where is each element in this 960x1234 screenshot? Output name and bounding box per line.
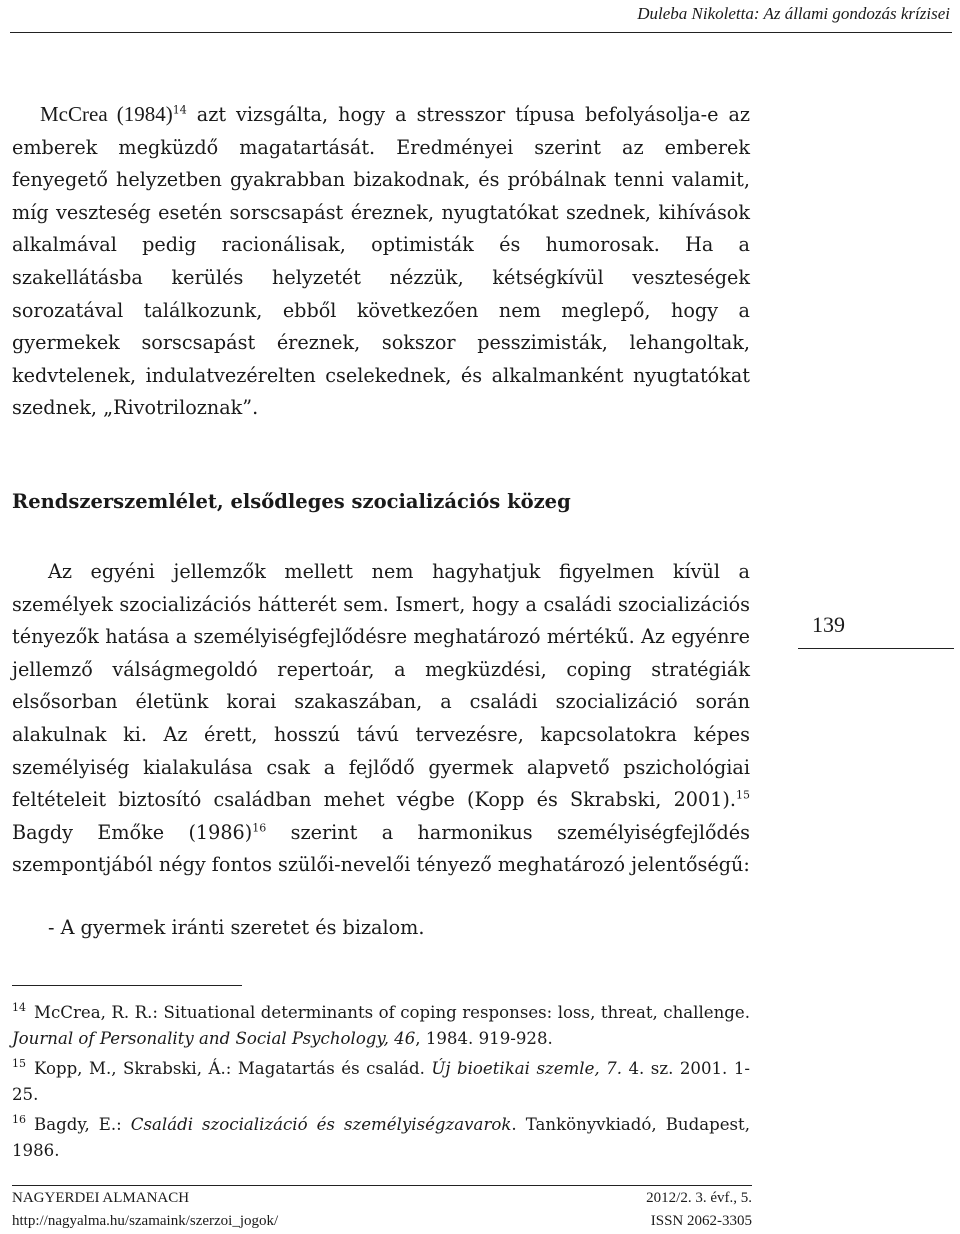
- page-number-rule: [798, 648, 954, 649]
- issue-info: 2012/2. 3. évf., 5.: [646, 1190, 752, 1206]
- footnote-text: McCrea, R. R.: Situational determinants of coping responses: loss, threat, challenge.: [34, 1003, 750, 1022]
- footnote-text: Kopp, M., Skrabski, Á.: Magatartás és család.: [34, 1059, 432, 1078]
- paragraph-stressor: [12, 98, 750, 425]
- footnote-separator: [12, 985, 242, 986]
- citation-mccrea: McCrea (1984): [40, 102, 173, 126]
- footnote-source-title: Journal of Personality and Social Psychology, 46: [12, 1029, 416, 1048]
- footer-rule: [12, 1185, 752, 1186]
- footnote-text-tail: 4. sz. 2001. 1-25.: [12, 1059, 750, 1104]
- footnote-number: 16: [12, 1113, 26, 1127]
- footnote-ref-15[interactable]: 15: [736, 788, 750, 802]
- list-item: - A gyermek iránti szeretet és bizalom.: [48, 916, 425, 939]
- footnote-text: Bagdy, E.:: [34, 1115, 131, 1134]
- footnote-ref-14[interactable]: 14: [172, 103, 187, 117]
- footnote-16: [12, 1112, 750, 1164]
- footnote-15: [12, 1056, 750, 1108]
- paragraph-text: azt vizsgálta, hogy a stresszor típusa befolyásolja-e az emberek megküzdő magatartását. Eredményei szerint az emberek fenyegető helyzetben gyakrabban bizakodnak, és próbálnak tenni valamit, míg veszteség esetén sorscsapást éreznek, nyugtatókat szednek, kihívások alkalmával pedig racionálisak, optimisták és humorosak. Ha a szakellátásba kerülés helyzetét nézzük, kétségkívül veszteségek sorozatával találkozunk, ebből következően nem meglepő, hogy a gyermekek sorscsapást éreznek, sokszor pesszimisták, lehangoltak, kedvtelenek, indulatvezérelten cselekednek, és alkalmanként nyugtatókat szednek, „Rivotriloznak”.: [12, 103, 750, 420]
- footnotes: [12, 1000, 750, 1168]
- issn: ISSN 2062-3305: [650, 1213, 752, 1229]
- paragraph-socialization: [12, 556, 750, 882]
- footnote-number: 15: [12, 1057, 26, 1071]
- paragraph-text-a: Az egyéni jellemzők mellett nem hagyhatjuk figyelmen kívül a személyek szocializációs hátterét sem. Ismert, hogy a családi szocializációs tényezők hatása a személyiségfejlődésre meghatározó mértékű. Az egyénre jellemző válságmegoldó repertoár, a megküzdési, coping stratégiák elsősorban életünk korai szakaszában, a családi szocializáció során alakulnak ki. Az érett, hosszú távú tervezésre, kapcsolatokra képes személyiség kialakulása csak a fejlődő gyermek alapvető pszichológiai feltételeit biztosító családban mehet végbe (Kopp és Skrabski, 2001).: [12, 560, 750, 812]
- footnote-source-title: Családi szocializáció és személyiségzavarok: [130, 1115, 512, 1134]
- footnote-14: [12, 1000, 750, 1052]
- footnote-text-tail: , 1984. 919-928.: [415, 1029, 553, 1048]
- journal-name: NAGYERDEI ALMANACH: [12, 1190, 190, 1206]
- header-rule: [10, 32, 952, 33]
- footnote-ref-16[interactable]: 16: [252, 821, 267, 835]
- paragraph-text-b: Bagdy Emőke (1986): [12, 820, 253, 844]
- footnote-source-title: Új bioetikai szemle, 7.: [431, 1059, 622, 1078]
- running-head: Duleba Nikoletta: Az állami gondozás krízisei: [637, 4, 950, 23]
- footnote-text-tail: . Tankönyvkiadó, Budapest, 1986.: [12, 1115, 750, 1160]
- footnote-number: 14: [12, 1001, 26, 1015]
- page-number: 139: [812, 612, 845, 637]
- copyright-link[interactable]: http://nagyalma.hu/szamaink/szerzoi_jogok/: [12, 1213, 279, 1229]
- section-heading: Rendszerszemlélet, elsődleges szocializációs közeg: [12, 490, 571, 513]
- paragraph-text-c: szerint a harmonikus személyiségfejlődés szempontjából négy fontos szülői-nevelői tényező meghatározó jelentőségű:: [12, 820, 750, 877]
